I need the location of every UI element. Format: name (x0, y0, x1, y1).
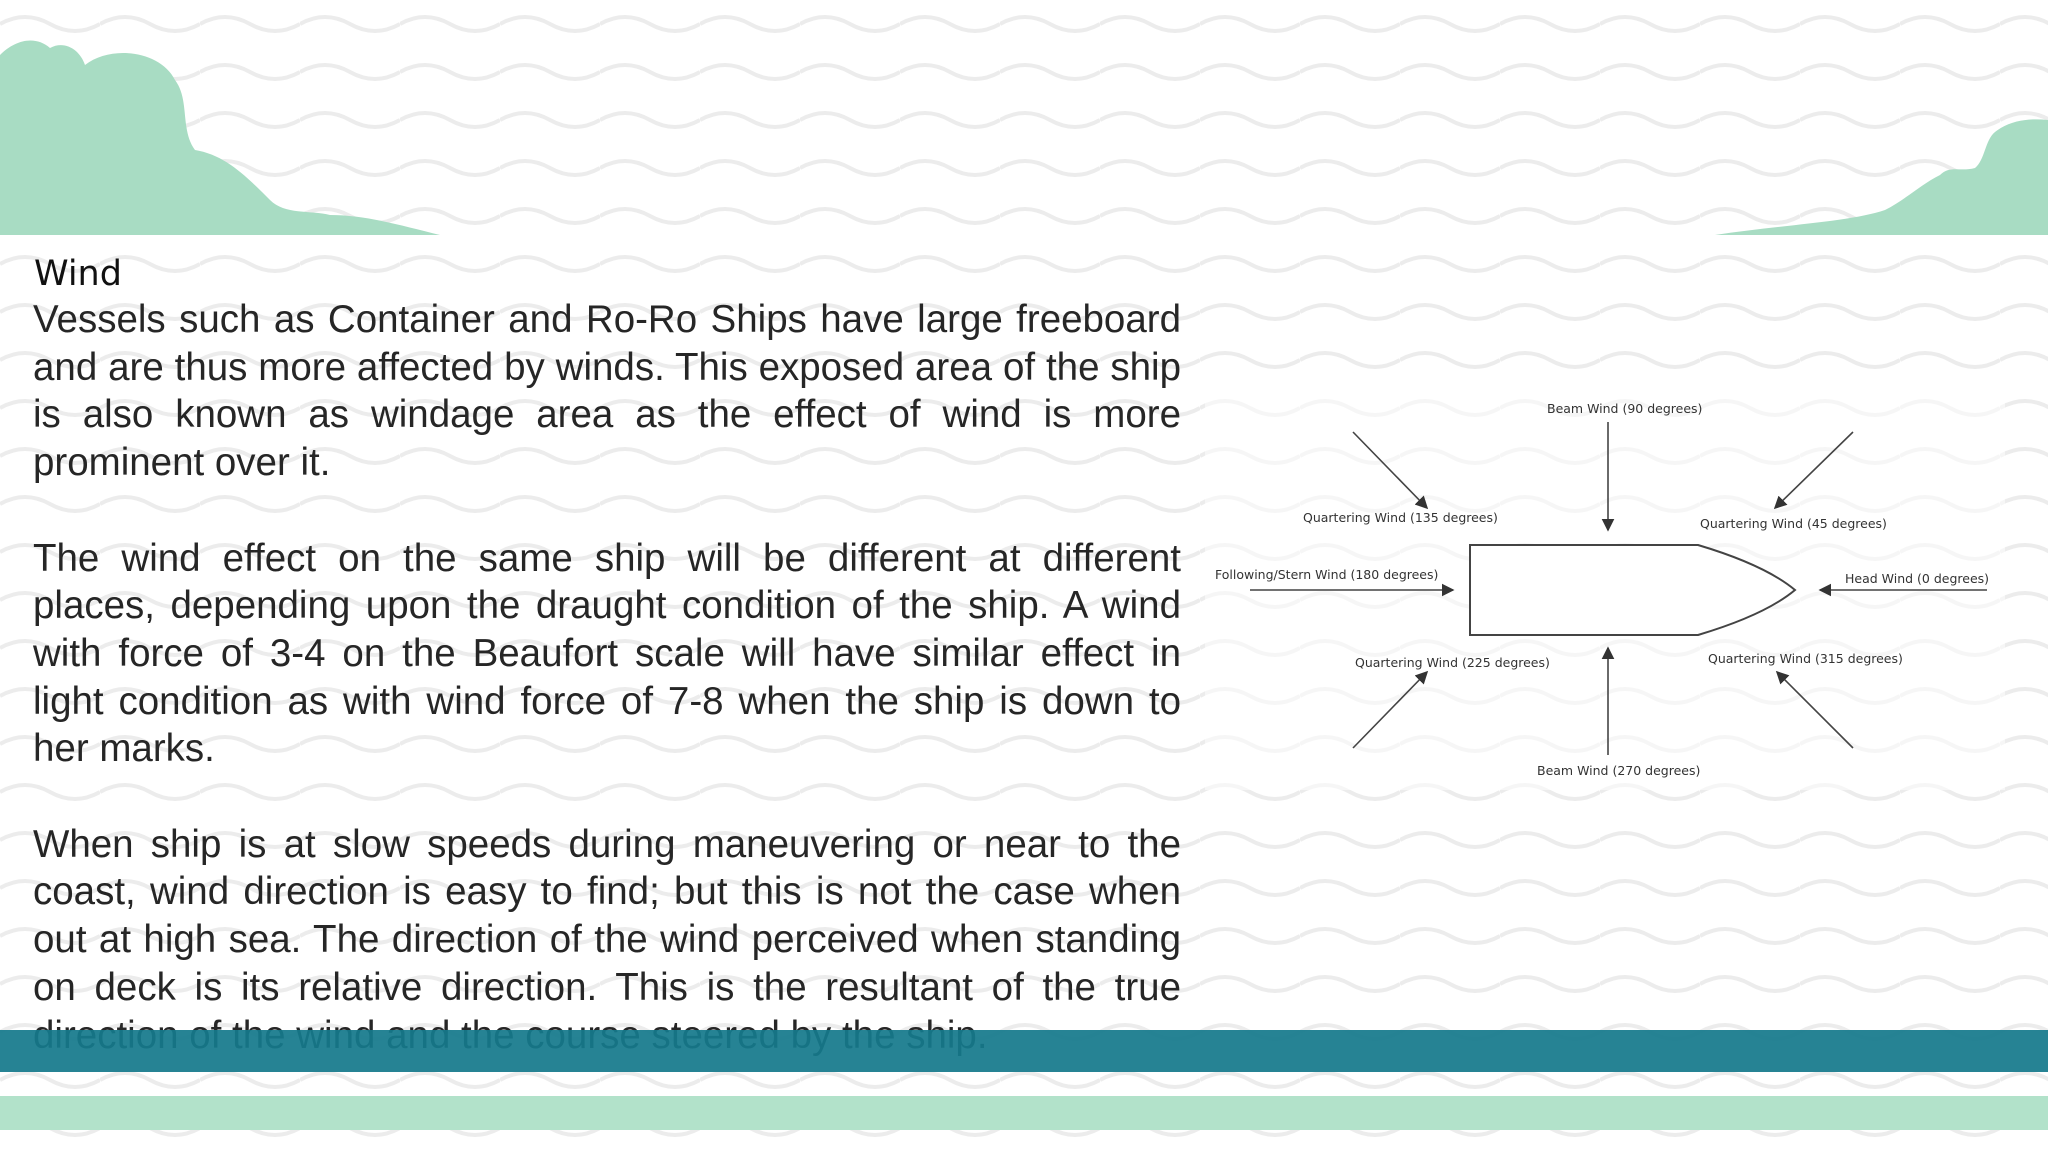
paragraph-relative-direction: When ship is at slow speeds during maneuvering or near to the coast, wind direction is easy to find; but this is not the case when out at high sea. The direction of the wind perceived when standing on deck is its relative direction. This is the resultant of the true (33, 822, 1181, 1009)
mint-band (0, 1096, 2048, 1130)
label-quartering-135: Quartering Wind (135 degrees) (1303, 510, 1498, 525)
label-head-0: Head Wind (0 degrees) (1845, 571, 1990, 586)
label-quartering-225: Quartering Wind (225 degrees) (1355, 655, 1550, 670)
label-beam-270: Beam Wind (270 degrees) (1537, 763, 1701, 778)
slide-title: Wind (34, 254, 122, 294)
teal-band (0, 1030, 2048, 1072)
label-following-180: Following/Stern Wind (180 degrees) (1215, 567, 1439, 582)
label-quartering-315: Quartering Wind (315 degrees) (1708, 651, 1903, 666)
right-cloud (1715, 119, 2048, 235)
left-cloud (0, 41, 440, 235)
label-beam-90: Beam Wind (90 degrees) (1547, 401, 1703, 416)
wind-direction-diagram (1205, 390, 2005, 790)
body-text (33, 296, 1181, 1059)
paragraph-windage: Vessels such as Container and Ro-Ro Ships have large freeboard and are thus more affected by winds. This exposed area of the ship is also known as windage area as the effect of wind is more prominent over it. (33, 298, 1181, 485)
label-quartering-45: Quartering Wind (45 degrees) (1700, 516, 1887, 531)
paragraph-draught: The wind effect on the same ship will be different at different places, depending upon the draught condition of the ship. A wind with force of 3-4 on the Beaufort scale will have similar effect in light condition as with wind force of 7-8 when the ship is down to her marks. (33, 536, 1181, 771)
